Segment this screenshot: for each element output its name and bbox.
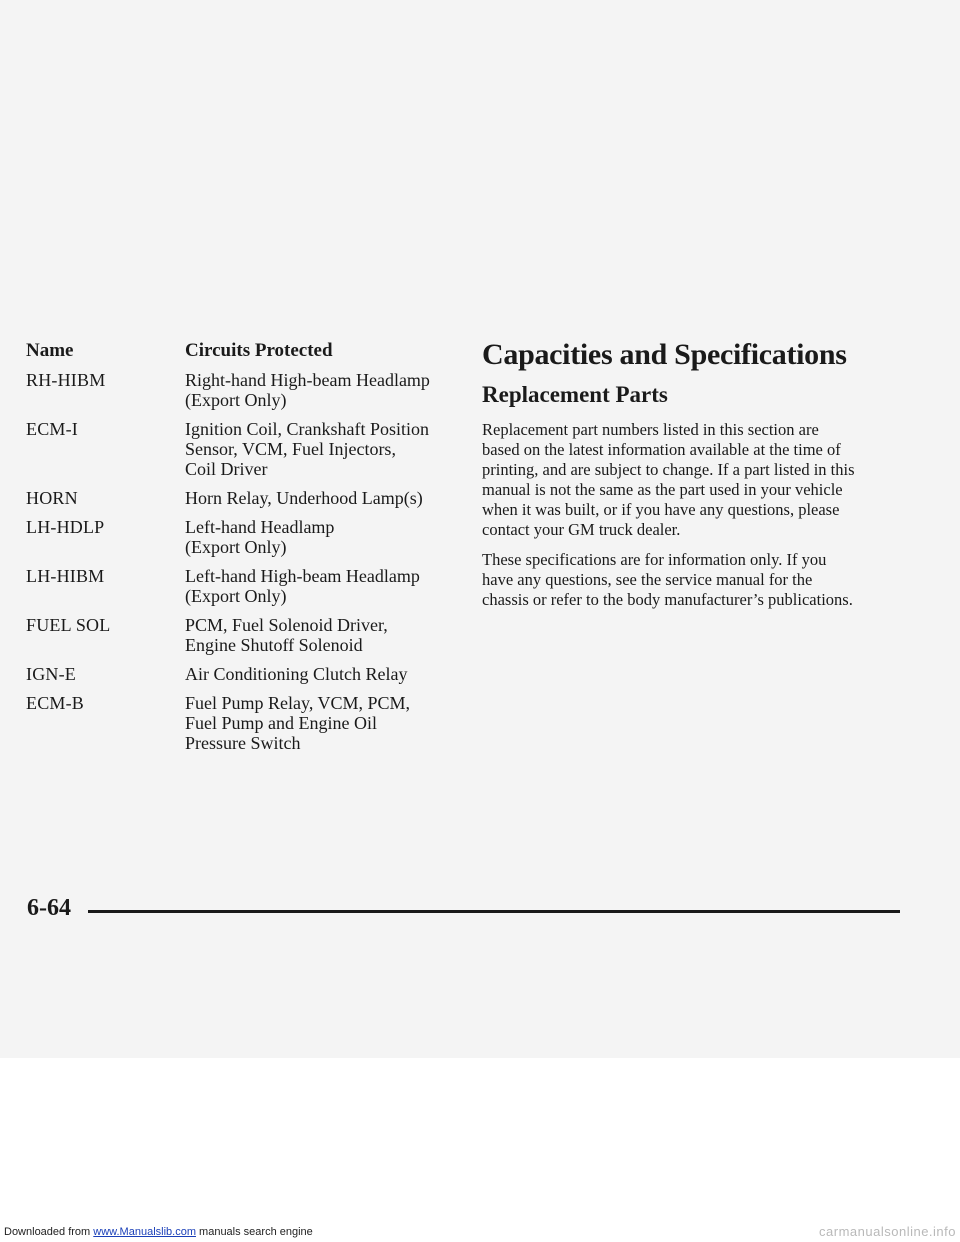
footer-prefix: Downloaded from [4,1226,94,1238]
table-row [26,664,446,684]
fuse-name: RH-HIBM [26,370,106,390]
download-footer [4,1226,313,1238]
fuse-name: HORN [26,488,78,508]
fuse-name: IGN-E [26,664,76,684]
watermark-text: carmanualsonline.info [819,1224,956,1239]
fuse-circuits: Ignition Coil, Crankshaft Position Sensor, VCM, Fuel Injectors, Coil Driver [185,419,430,479]
fuse-circuits: Fuel Pump Relay, VCM, PCM, Fuel Pump and Engine Oil Pressure Switch [185,693,411,753]
header-circuits: Circuits Protected [185,340,333,361]
paragraph-specifications-note: These specifications are for information only. If you have any questions, see the service manual for the chassis or refer to the body manufacturer’s publications. [482,550,853,609]
fuse-circuits: Left-hand Headlamp (Export Only) [185,517,335,557]
fuse-name: ECM-I [26,419,78,439]
table-row [26,419,446,479]
table-row [26,517,446,557]
fuse-circuits: PCM, Fuel Solenoid Driver, Engine Shutoff Solenoid [185,615,388,655]
table-row [26,693,446,753]
specifications-section [482,338,922,620]
fuse-circuits: Air Conditioning Clutch Relay [185,664,408,684]
table-row [26,566,446,606]
fuse-name: ECM-B [26,693,85,713]
footer-suffix: manuals search engine [195,1226,313,1238]
header-name: Name [26,340,74,361]
table-row [26,488,446,508]
fuse-table [26,340,446,762]
manualslib-link[interactable]: www.Manualslib.com [93,1226,196,1238]
fuse-circuits: Horn Relay, Underhood Lamp(s) [185,488,423,508]
page-number: 6-64 [27,895,71,921]
fuse-name: FUEL SOL [26,615,111,635]
table-row [26,370,446,410]
section-subtitle: Replacement Parts [482,382,668,407]
fuse-name: LH-HDLP [26,517,105,537]
fuse-circuits: Left-hand High-beam Headlamp (Export Only) [185,566,420,606]
fuse-table-header [26,340,446,362]
section-title: Capacities and Specifications [482,338,847,371]
fuse-name: LH-HIBM [26,566,105,586]
table-row [26,615,446,655]
fuse-circuits: Right-hand High-beam Headlamp (Export Only) [185,370,430,410]
footer-rule [88,910,900,913]
paragraph-replacement-parts: Replacement part numbers listed in this section are based on the latest information available at the time of printing, and are subject to change. If a part listed in this manual is not the same as the part used in your vehicle when it was built, or if you have any questions, please contact your GM truck dealer. [482,420,855,539]
